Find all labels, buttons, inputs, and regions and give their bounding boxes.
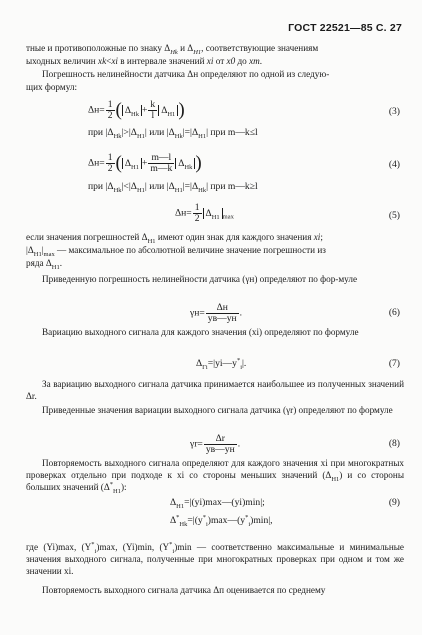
intro-line-3: Погрешность нелинейности датчика Δн определяют по одной из следую- [42, 69, 330, 79]
formula-9-line-1: $\Delta_{H1}=|(yi)\max—(yi)\min|$; [170, 497, 265, 510]
paragraph-series: ряда $\Delta_{H1}$. [26, 258, 63, 271]
paragraph-repeatability: Повторяемость выходного сигнала определяют для каждого значения xi при многократных проверках отдельно при подходе к xi со стороны меньших значений $(\Delta_{H1})$ и со стороны больших значений $(\Delta^*_{H1})$: [26, 458, 404, 495]
equation-number-6: (6) [388, 307, 400, 318]
paragraph-max-variation: За вариацию выходного сигнала датчика принимается наибольшее из полученных значений Δr. [26, 379, 404, 401]
equation-number-9: (9) [388, 497, 400, 508]
equation-number-5: (5) [388, 210, 400, 221]
formula-7: $\Delta_{Гi}=|yi—y^*_i|$. [196, 356, 247, 371]
equation-number-4: (4) [388, 159, 400, 170]
equation-number-7: (7) [388, 358, 400, 369]
page-header: ГОСТ 22521—85 С. 27 [288, 22, 402, 34]
paragraph-definitions: где (Yi)max, $(Y^*_i)\max$, (Yi)min, $(Y^*_i)\min$ — соответственно максимальные и минимальные значения выходного сигнала, полученные при многократных проверках при одном и том же значении xi. [26, 540, 405, 576]
condition-3: при $|\Delta_{Hk}|>|\Delta_{H1}|$ или $|\Delta_{Hk}|=|\Delta_{H1}|$ при m—k≤l [88, 127, 258, 140]
paragraph-same-sign: если значения погрешностей $\Delta_{H1}$ имеют один знак для каждого значения xi; [26, 232, 323, 245]
formula-4: Δн= $\frac{1}{2}$ ( $\Delta_{H1}$ + $\frac{m—l}{m—k}$ $\Delta_{Hk}$ ) [88, 152, 202, 174]
paragraph-reduced-nonlinearity: Приведенную погрешность нелинейности датчика (γн) определяют по фор-муле [42, 274, 358, 284]
intro-line-1: тные и противоположные по знаку $\Delta_{Hk}$ и $\Delta_{H1}$, соответствующие значениям [26, 43, 319, 56]
condition-4: при $|\Delta_{Hk}|<|\Delta_{H1}|$ или $|\Delta_{H1}|=|\Delta_{Hk}|$ при m—k≥l [88, 181, 258, 194]
paragraph-variation: Вариацию выходного сигнала для каждого значения (xi) определяют по формуле [42, 327, 359, 337]
paragraph-reduced-variation: Приведенные значения вариации выходного сигнала датчика (γr) определяют по формуле [42, 405, 393, 415]
intro-line-2: ыходных величин xk<xi в интервале значений xi от x0 до xm. [26, 56, 263, 66]
formula-3: Δн= $\frac{1}{2}$ ( $\Delta_{Hk}$ + $\frac{k}{l}$ $\Delta_{H1}$ ) [88, 99, 185, 121]
paragraph-max-error: $|\Delta_{H1}|_{max}$ — максимальное по абсолютной величине значение погрешности из [26, 245, 326, 258]
paragraph-repeatability-estimate: Повторяемость выходного сигнала датчика Δп оценивается по среднему [42, 585, 326, 595]
intro-line-4: щих формул: [26, 82, 78, 92]
formula-8: γr= $\frac{\Delta r}{yв—yн}$ . [190, 433, 241, 455]
formula-9-line-2: $\Delta^*_{Hk}=|(y^*_i)\max—(y^*_i)\min|$, [170, 513, 273, 528]
equation-number-8: (8) [388, 438, 400, 449]
equation-number-3: (3) [388, 106, 400, 117]
formula-6: γн= $\frac{\Delta н}{yв—yн}$ . [190, 302, 243, 324]
formula-5: Δн= $\frac{1}{2}$ $\Delta_{H1}$ $_{max}$ [175, 202, 234, 224]
